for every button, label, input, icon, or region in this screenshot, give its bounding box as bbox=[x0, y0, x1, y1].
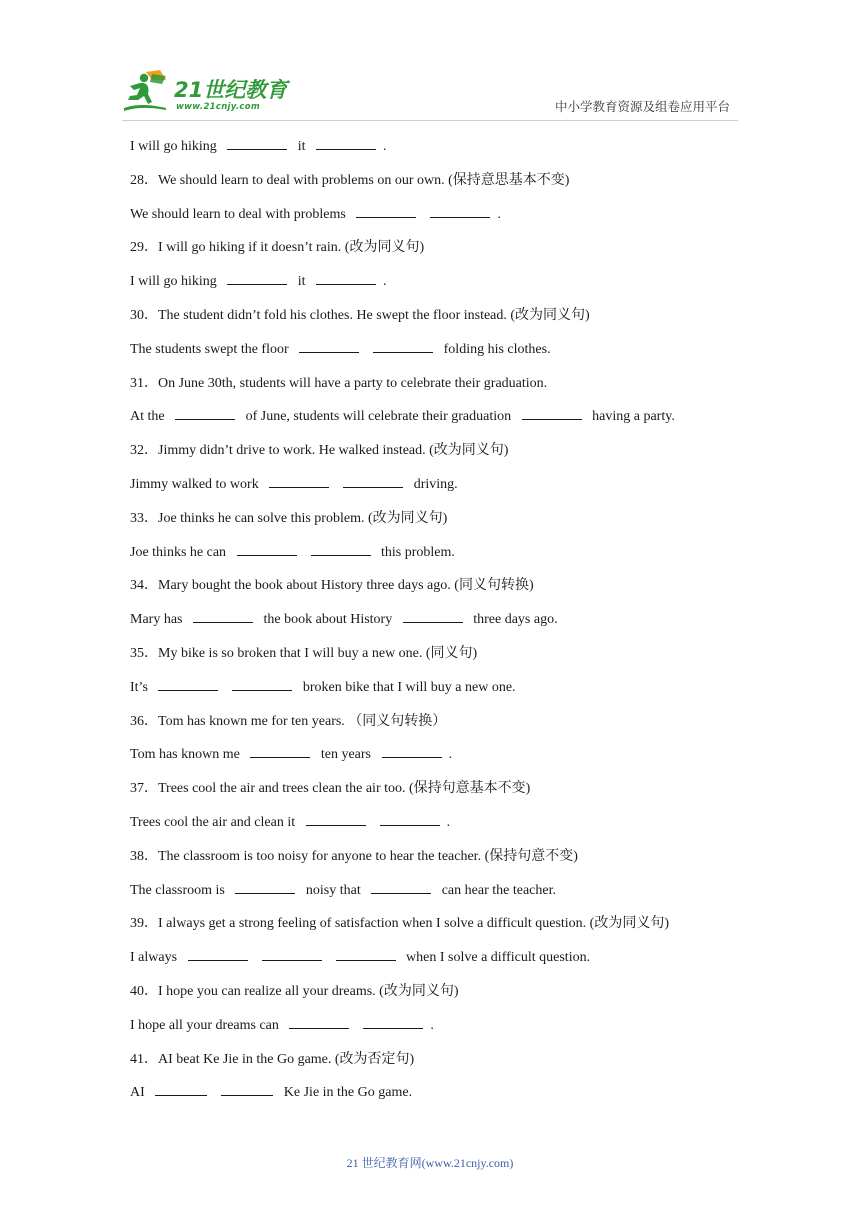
answer-blank[interactable] bbox=[262, 948, 322, 961]
question-line bbox=[130, 1049, 750, 1083]
line-text: Jimmy walked to work bbox=[130, 476, 263, 492]
answer-blank[interactable] bbox=[430, 205, 490, 218]
line-text: At the bbox=[130, 409, 169, 425]
answer-blank[interactable] bbox=[235, 881, 295, 894]
line-text: AI bbox=[130, 1085, 149, 1101]
question-line bbox=[130, 913, 750, 947]
answer-blank[interactable] bbox=[311, 543, 371, 556]
answer-blank[interactable] bbox=[237, 543, 297, 556]
question-line bbox=[130, 846, 750, 880]
answer-blank[interactable] bbox=[380, 813, 440, 826]
line-text: 28．We should learn to deal with problems on our own. (保持意思基本不变) bbox=[130, 172, 570, 188]
line-text: 38．The classroom is too noisy for anyone to hear the teacher. (保持句意不变) bbox=[130, 848, 578, 864]
logo-text: 21世纪教育 bbox=[174, 78, 288, 102]
question-line bbox=[130, 981, 750, 1015]
line-text: It’s bbox=[130, 679, 152, 695]
answer-blank[interactable] bbox=[227, 272, 287, 285]
answer-blank[interactable] bbox=[316, 137, 376, 150]
line-text: 34．Mary bought the book about History three days ago. (同义句转换) bbox=[130, 578, 534, 594]
answer-line bbox=[130, 474, 750, 508]
question-line bbox=[130, 170, 750, 204]
answer-line bbox=[130, 812, 750, 846]
line-text: I always bbox=[130, 950, 181, 966]
answer-blank[interactable] bbox=[522, 407, 582, 420]
line-text: of June, students will celebrate their graduation bbox=[242, 409, 515, 425]
answer-blank[interactable] bbox=[356, 205, 416, 218]
answer-blank[interactable] bbox=[158, 678, 218, 691]
answer-line bbox=[130, 136, 750, 170]
logo-url: www.21cnjy.com bbox=[176, 102, 260, 112]
line-text: ten years bbox=[317, 747, 375, 763]
answer-line bbox=[130, 744, 750, 778]
answer-blank[interactable] bbox=[336, 948, 396, 961]
answer-line bbox=[130, 339, 750, 373]
line-text: 33．Joe thinks he can solve this problem. (改为同义句) bbox=[130, 510, 448, 526]
answer-blank[interactable] bbox=[299, 340, 359, 353]
answer-blank[interactable] bbox=[250, 745, 310, 758]
answer-blank[interactable] bbox=[221, 1083, 273, 1096]
line-text: it bbox=[294, 139, 310, 154]
answer-blank[interactable] bbox=[373, 340, 433, 353]
answer-line bbox=[130, 947, 750, 981]
answer-blank[interactable] bbox=[316, 272, 376, 285]
line-text: . bbox=[448, 747, 452, 763]
line-text: Trees cool the air and clean it bbox=[130, 814, 299, 830]
platform-name: 中小学教育资源及组卷应用平台 bbox=[554, 100, 730, 114]
line-text: I will go hiking bbox=[130, 274, 221, 290]
line-text: can hear the teacher. bbox=[438, 882, 556, 898]
question-line bbox=[130, 711, 750, 745]
question-line bbox=[130, 778, 750, 812]
answer-line bbox=[130, 677, 750, 711]
answer-line bbox=[130, 271, 750, 305]
question-line bbox=[130, 643, 750, 677]
answer-line bbox=[130, 1015, 750, 1049]
answer-blank[interactable] bbox=[371, 881, 431, 894]
logo bbox=[122, 70, 292, 116]
answer-line bbox=[130, 542, 750, 576]
line-text: The students swept the floor bbox=[130, 341, 293, 357]
answer-blank[interactable] bbox=[155, 1083, 207, 1096]
answer-blank[interactable] bbox=[363, 1016, 423, 1029]
answer-line bbox=[130, 406, 750, 440]
answer-line bbox=[130, 609, 750, 643]
question-line bbox=[130, 237, 750, 271]
line-text: 39．I always get a strong feeling of satisfaction when I solve a difficult question. (改为同义句) bbox=[130, 916, 670, 932]
line-text: . bbox=[383, 274, 387, 290]
exercise-content bbox=[130, 136, 750, 1116]
line-text: I hope all your dreams can bbox=[130, 1017, 283, 1033]
line-text: 29．I will go hiking if it doesn’t rain. (改为同义句) bbox=[130, 240, 425, 256]
line-text: . bbox=[497, 206, 501, 222]
line-text: Tom has known me bbox=[130, 747, 244, 763]
runner-logo-icon bbox=[122, 70, 172, 116]
question-line bbox=[130, 373, 750, 407]
line-text: broken bike that I will buy a new one. bbox=[299, 679, 516, 695]
line-text: the book about History bbox=[260, 612, 396, 628]
page-footer: 21 世纪教育网(www.21cnjy.com) bbox=[346, 1156, 514, 1170]
header-divider bbox=[122, 120, 738, 121]
answer-line bbox=[130, 1082, 750, 1116]
line-text: . bbox=[446, 814, 451, 830]
line-text: Ke Jie in the Go game. bbox=[280, 1085, 413, 1101]
line-text: having a party. bbox=[588, 409, 675, 425]
line-text: this problem. bbox=[377, 544, 455, 560]
line-text: when I solve a difficult question. bbox=[402, 950, 591, 966]
question-line bbox=[130, 575, 750, 609]
line-text: . bbox=[383, 139, 387, 154]
answer-blank[interactable] bbox=[232, 678, 292, 691]
answer-blank[interactable] bbox=[343, 475, 403, 488]
answer-blank[interactable] bbox=[227, 137, 287, 150]
page-header bbox=[0, 0, 860, 128]
line-text: noisy that bbox=[302, 882, 365, 898]
question-line bbox=[130, 508, 750, 542]
line-text: Joe thinks he can bbox=[130, 544, 230, 560]
line-text: driving. bbox=[410, 476, 458, 492]
answer-blank[interactable] bbox=[306, 813, 366, 826]
answer-blank[interactable] bbox=[269, 475, 329, 488]
answer-blank[interactable] bbox=[382, 745, 442, 758]
line-text: 31．On June 30th, students will have a party to celebrate their graduation. bbox=[130, 375, 548, 391]
line-text: 35．My bike is so broken that I will buy a new one. (同义句) bbox=[130, 645, 478, 661]
question-line bbox=[130, 305, 750, 339]
line-text: We should learn to deal with problems bbox=[130, 206, 350, 222]
line-text: 36．Tom has known me for ten years. （同义句转换） bbox=[130, 713, 447, 729]
answer-blank[interactable] bbox=[289, 1016, 349, 1029]
answer-blank[interactable] bbox=[403, 610, 463, 623]
line-text: 40．I hope you can realize all your dreams. (改为同义句) bbox=[130, 983, 459, 999]
line-text: 41．AI beat Ke Jie in the Go game. (改为否定句) bbox=[130, 1051, 415, 1067]
line-text: three days ago. bbox=[469, 612, 558, 628]
line-text: Mary has bbox=[130, 612, 186, 628]
line-text: 37．Trees cool the air and trees clean the air too. (保持句意基本不变) bbox=[130, 781, 531, 797]
line-text: I will go hiking bbox=[130, 139, 221, 154]
question-line bbox=[130, 440, 750, 474]
answer-line bbox=[130, 204, 750, 238]
answer-line bbox=[130, 880, 750, 914]
line-text: folding his clothes. bbox=[440, 341, 551, 357]
line-text: 30．The student didn’t fold his clothes. He swept the floor instead. (改为同义句) bbox=[130, 307, 590, 323]
line-text: it bbox=[294, 274, 310, 290]
line-text: 32．Jimmy didn’t drive to work. He walked instead. (改为同义句) bbox=[130, 443, 509, 459]
line-text: . bbox=[430, 1017, 434, 1033]
answer-blank[interactable] bbox=[188, 948, 248, 961]
answer-blank[interactable] bbox=[175, 407, 235, 420]
answer-blank[interactable] bbox=[193, 610, 253, 623]
line-text: The classroom is bbox=[130, 882, 229, 898]
